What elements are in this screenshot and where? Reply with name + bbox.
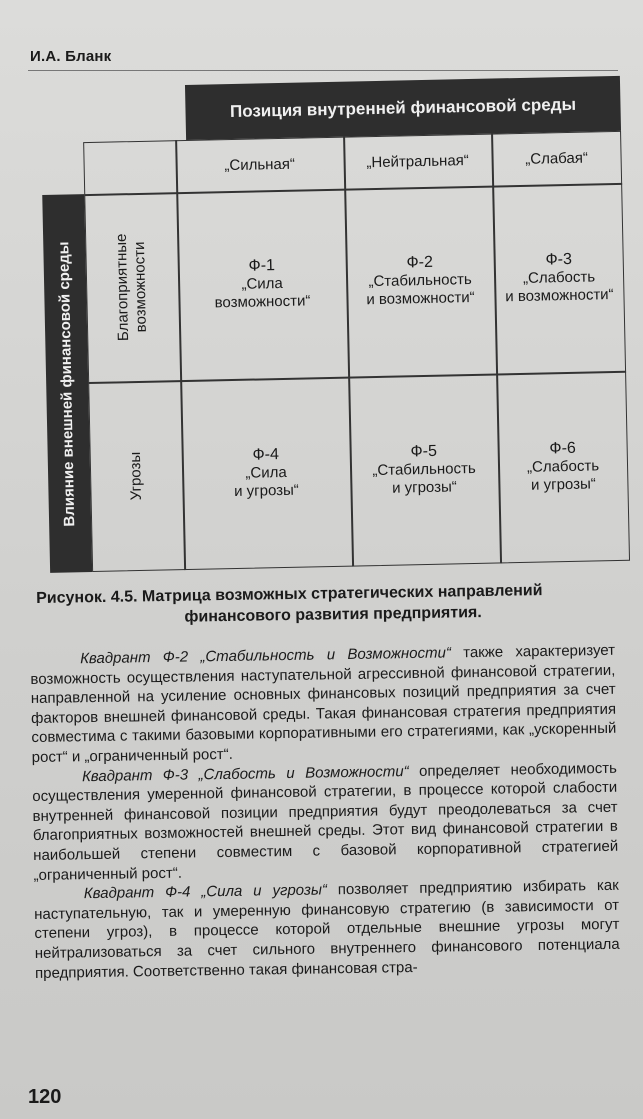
matrix-cell-f4 (180, 377, 352, 570)
header-rule (28, 70, 618, 71)
paragraph-text: определяет необходимость осуществления умеренной финансовой стратегии, в процессе которой слабости внутренней финансовой позиции предприятия будут преодолеваться за счет благоприятных возможностей внешней среды. Этот вид финансовой стратегии в наибольшей степени совместим с базовой корпоративной стратегией „ограниченный рост“. (32, 759, 619, 884)
caption-title-line1: Матрица возможных стратегических направлений (141, 582, 543, 606)
row-header-opportunities-line2: возможности (131, 241, 151, 333)
paragraph-text: также характеризует возможность осуществления наступательной агрессивной финансовой стратегии, направленной на усиление основных финансовых позиций предприятия за счет факторов внешней финансовой среды. Такая финансовая стратегия предприятия совместима с такими базовыми корпоративными его стратегиями, как „ускоренный рост“ и „ограниченный рост“. (30, 641, 617, 766)
matrix-cell-f1 (176, 189, 348, 380)
caption-title-line2: финансового развития предприятия. (184, 604, 482, 626)
cell-code: Ф-6 (549, 439, 577, 458)
figure-caption (36, 579, 627, 630)
cell-label-line1: „Слабость (526, 457, 600, 476)
paragraph (30, 641, 617, 768)
row-header-threats (88, 380, 184, 572)
paragraph-lead: Квадрант Ф-4 „Сила и угрозы“ (83, 881, 328, 903)
paragraph-lead: Квадрант Ф-3 „Слабость и Возможности“ (81, 762, 409, 785)
cell-label-line2: возможности“ (214, 292, 311, 312)
paragraph (32, 758, 619, 885)
column-header-strong: „Сильная“ (224, 155, 296, 174)
cell-code: Ф-5 (410, 442, 438, 461)
internal-environment-title: Позиция внутренней финансовой среды (229, 94, 577, 121)
cell-code: Ф-3 (545, 250, 573, 269)
body-text (30, 641, 620, 983)
paragraph-lead: Квадрант Ф-2 „Стабильность и Возможности“ (80, 644, 452, 668)
column-header-weak: „Слабая“ (525, 149, 589, 168)
cell-label-line1: „Стабильность (372, 459, 476, 480)
row-header-opportunities (84, 192, 180, 382)
matrix-cell-f3 (492, 183, 626, 374)
cell-code: Ф-1 (248, 257, 276, 275)
row-header-opportunities-line1: Благоприятные (113, 233, 133, 342)
cell-label-line2: и возможности“ (505, 286, 614, 306)
row-header-threats-label: Угрозы (126, 451, 145, 501)
internal-environment-banner (185, 76, 621, 140)
cell-label-line1: „Слабость (522, 268, 596, 287)
cell-label-line1: „Стабильность (368, 271, 472, 291)
cell-label-line2: и угрозы“ (391, 478, 457, 497)
column-header-neutral: „Нейтральная“ (366, 151, 469, 171)
cell-label-line2: и возможности“ (366, 288, 475, 309)
cell-code: Ф-4 (252, 446, 280, 464)
matrix-cell-f2 (344, 186, 496, 377)
page-number: 120 (28, 1086, 62, 1108)
running-header-author: И.А. Бланк (30, 48, 112, 65)
caption-label: Рисунок. 4.5. (36, 588, 138, 607)
paragraph-text: позволяет предприятию избирать как наступательную, так и умеренную финансовую стратегию (в зависимости от степени угроз), в процессе которой отдельные внешние угрозы могут нейтрализоваться за счет сильного внутреннего финансового потенциала предприятия. Соответственно такая финансовая стра- (34, 876, 620, 982)
external-environment-title: Влияние внешней финансовой среды (55, 240, 79, 527)
cell-label-line1: „Сила (241, 274, 283, 293)
cell-label-line2: и угрозы“ (233, 481, 300, 501)
strategy-matrix-figure (40, 76, 630, 573)
cell-label-line2: и угрозы“ (530, 475, 596, 494)
cell-code: Ф-2 (406, 253, 434, 272)
matrix-cell-f5 (348, 374, 500, 567)
cell-label-line1: „Сила (245, 463, 287, 482)
matrix-cell-f6 (496, 371, 630, 564)
paragraph (34, 876, 620, 983)
